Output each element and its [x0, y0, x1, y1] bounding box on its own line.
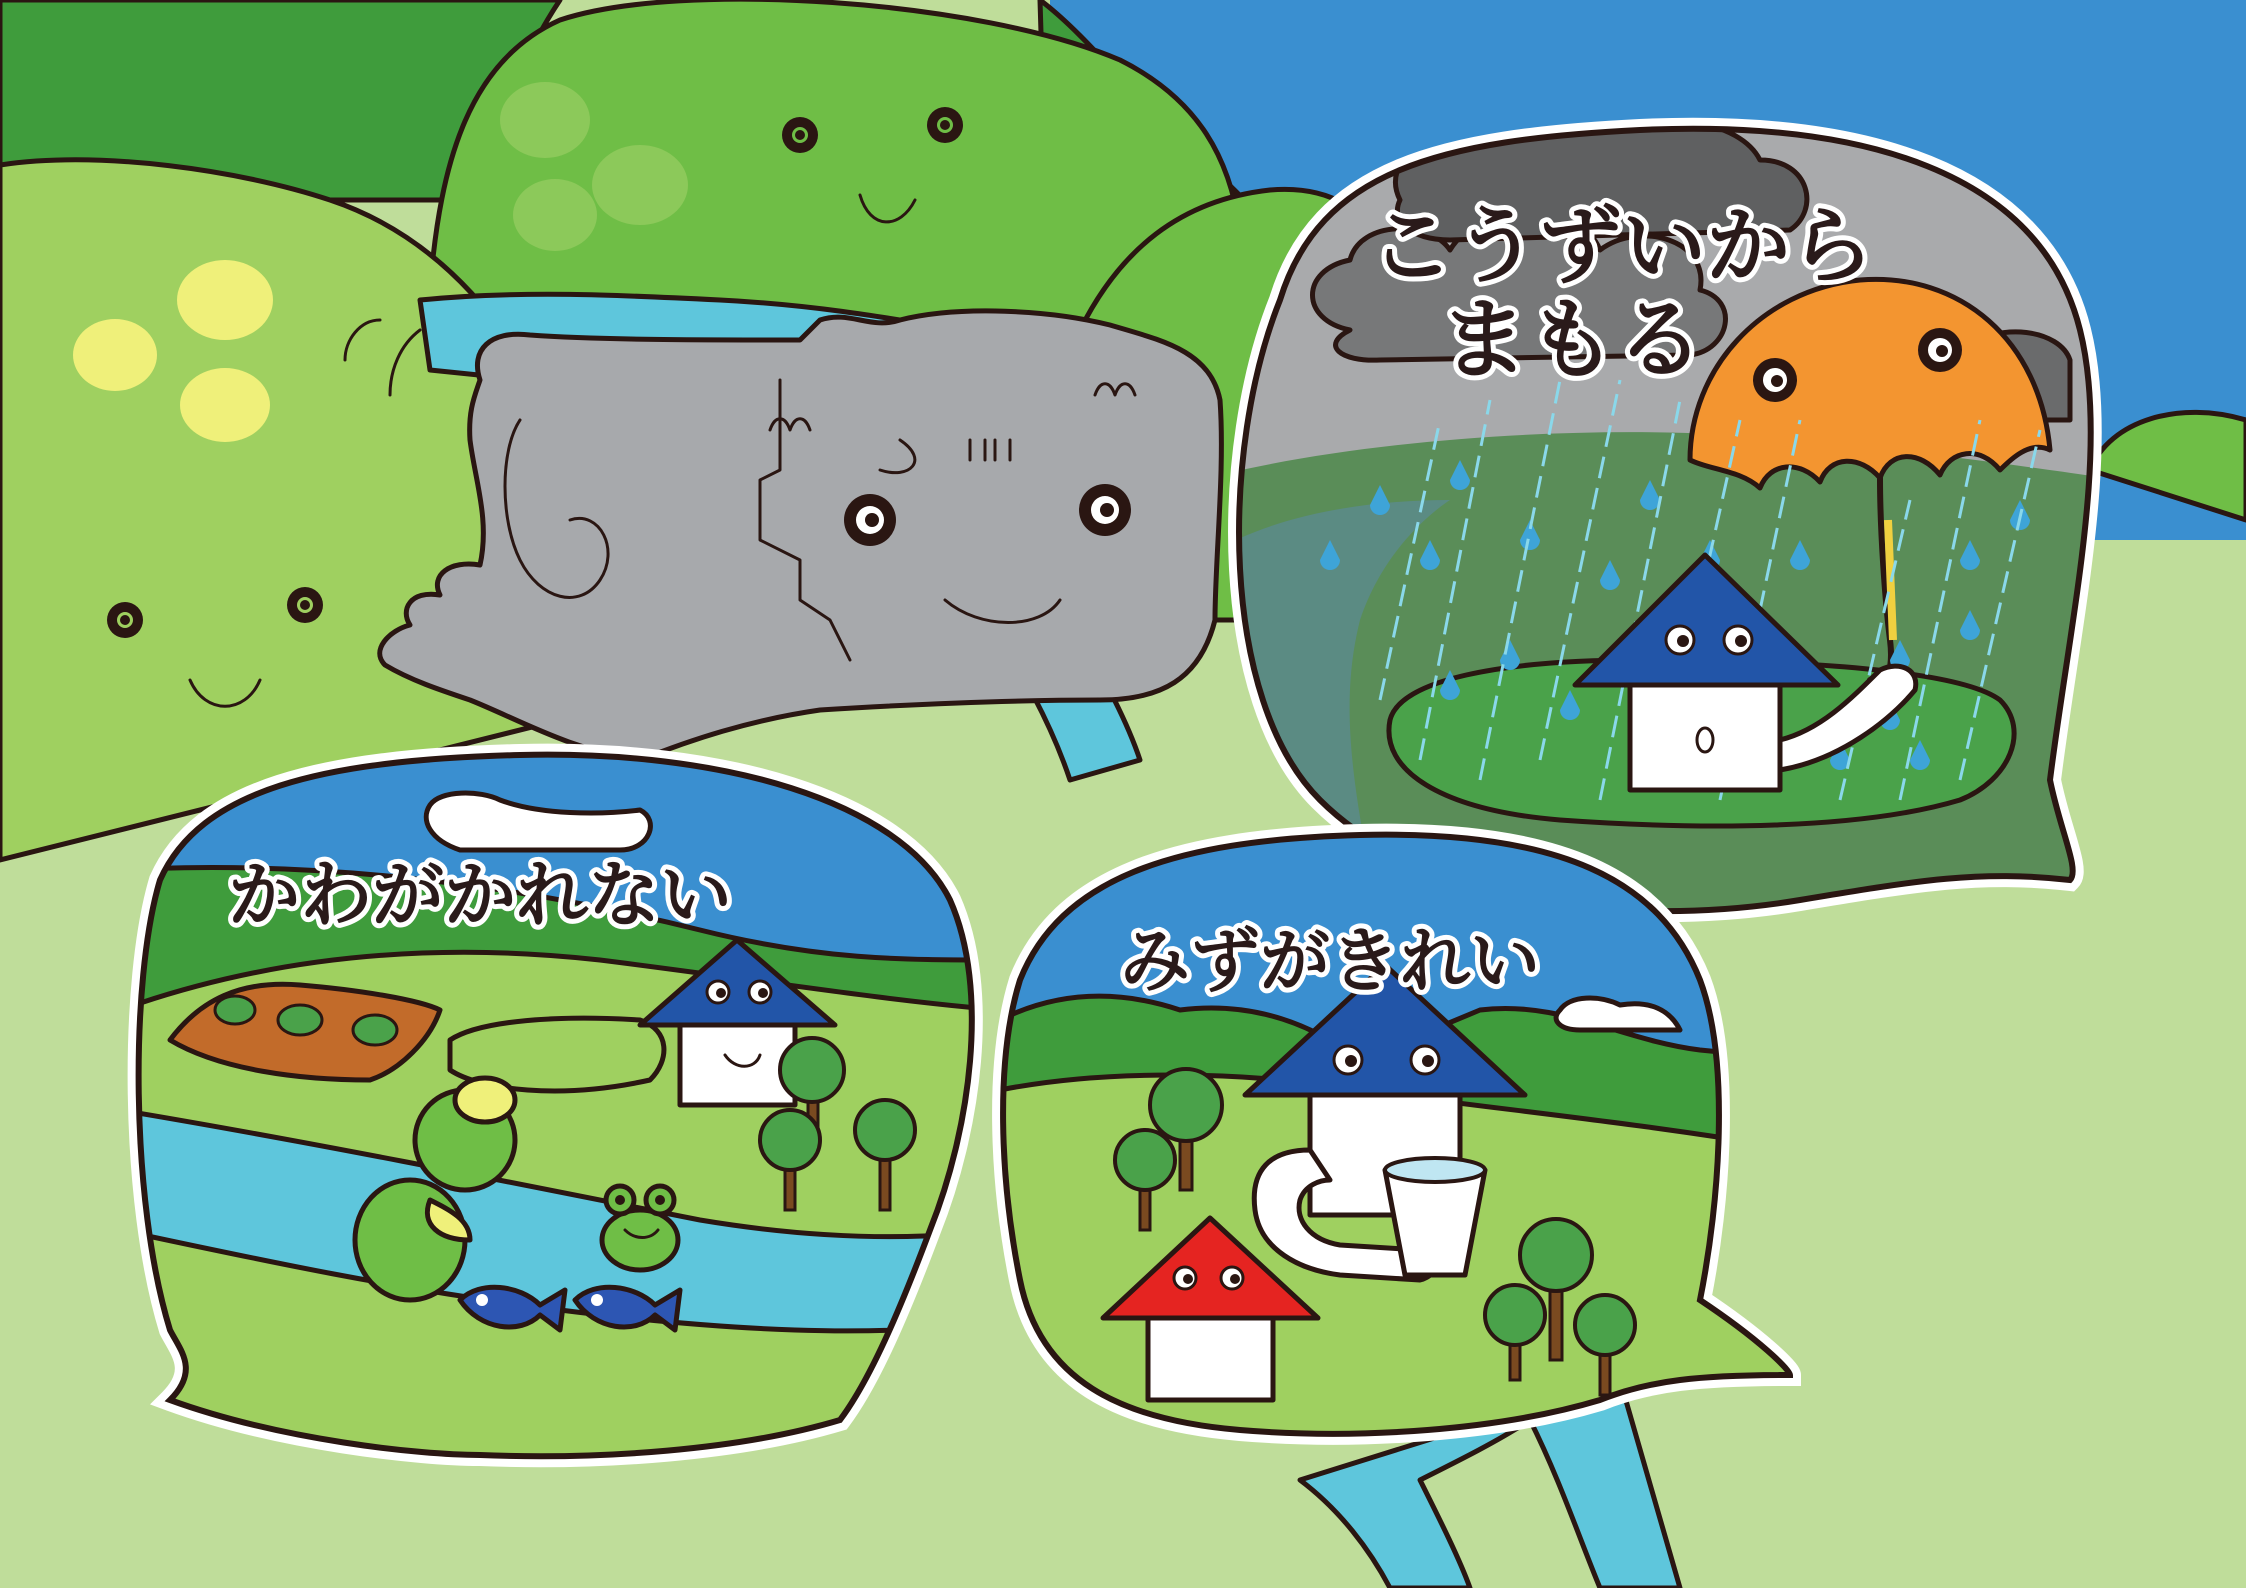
flood-caption-line2: まもる [1440, 288, 1705, 391]
water-cup-icon [1385, 1158, 1485, 1275]
flood-caption-line1: こうずいから [1370, 197, 1875, 295]
river-caption: かわがかれない [228, 853, 733, 937]
bubble-river-never-dries [120, 740, 1000, 1470]
bubble-flood-protection [1200, 100, 2120, 920]
water-caption: みずがきれい [1120, 920, 1540, 1002]
